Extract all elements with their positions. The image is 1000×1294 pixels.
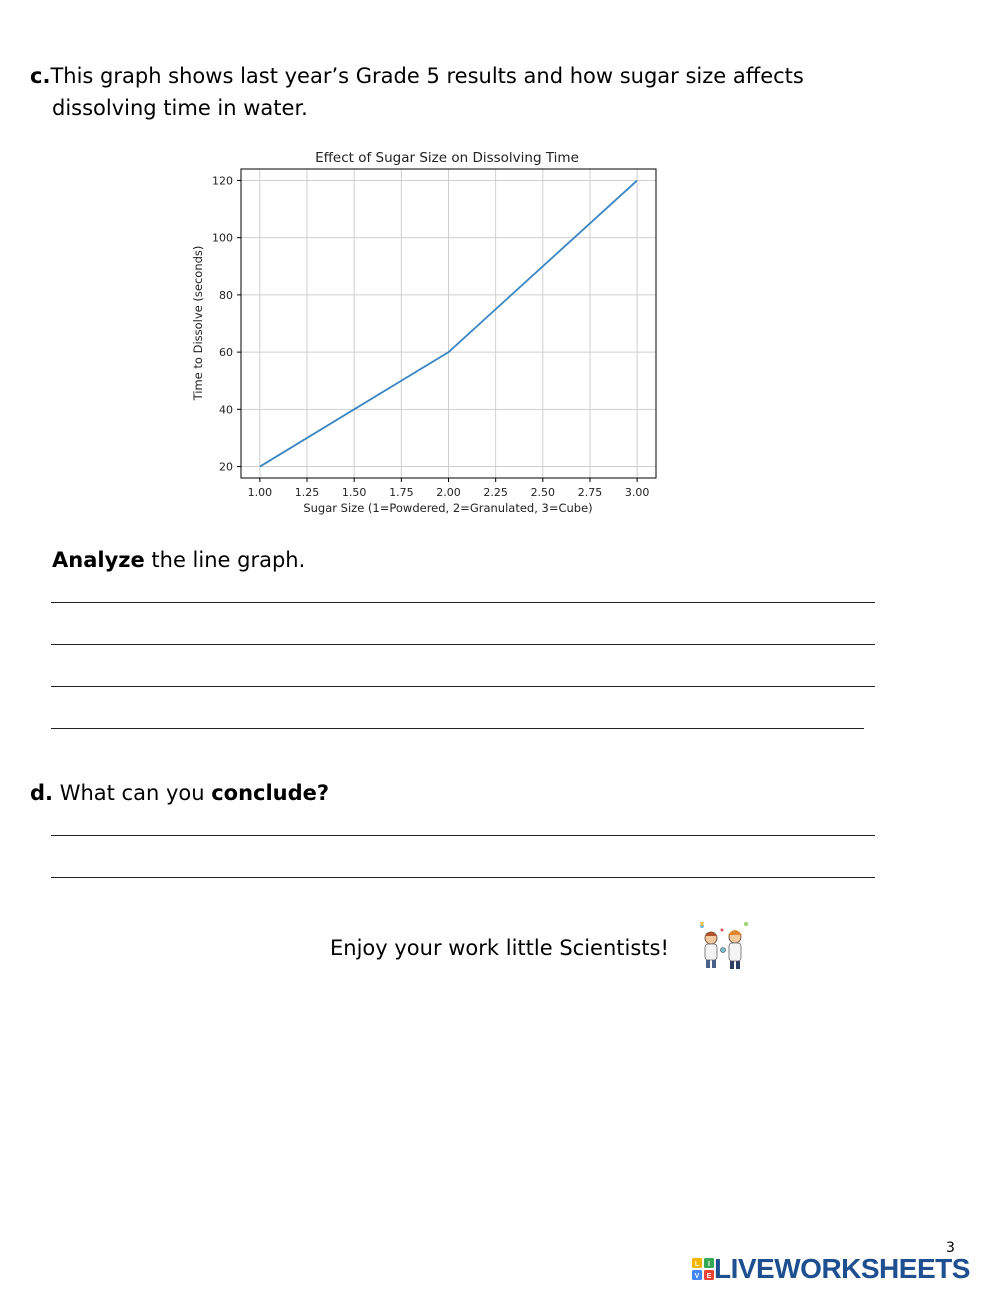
chart-title: Effect of Sugar Size on Dissolving Time — [315, 150, 579, 166]
line-chart-svg — [180, 140, 680, 525]
svg-text:E: E — [706, 1273, 712, 1280]
y-tick-label: 120 — [212, 174, 233, 188]
answer-line-c-3[interactable] — [51, 686, 875, 687]
x-tick-label: 2.25 — [483, 486, 508, 499]
answer-line-d-1[interactable] — [51, 835, 875, 836]
question-c-text — [30, 60, 910, 92]
answer-line-c-2[interactable] — [51, 644, 875, 645]
line-chart — [180, 140, 680, 525]
chart-grid — [241, 169, 656, 478]
y-tick-label: 40 — [219, 403, 233, 417]
answer-line-d-2[interactable] — [51, 877, 875, 878]
question-c-line1: This graph shows last year’s Grade 5 results and how sugar size affects — [50, 64, 804, 88]
x-axis-label: Sugar Size (1=Powdered, 2=Granulated, 3=Cube) — [303, 501, 593, 515]
analyze-rest: the line graph. — [144, 548, 306, 572]
x-tick-label: 2.50 — [530, 486, 556, 499]
analyze-bold: Analyze — [52, 548, 145, 572]
question-c-line2: dissolving time in water. — [52, 96, 308, 120]
question-d-label: d. — [30, 781, 54, 805]
y-tick-label: 80 — [219, 288, 233, 302]
x-axis-ticks — [248, 478, 650, 499]
svg-text:L: L — [694, 1261, 700, 1268]
page-number: 3 — [946, 1240, 955, 1256]
y-tick-label: 100 — [212, 231, 233, 245]
y-tick-label: 20 — [219, 460, 233, 474]
answer-line-c-4[interactable] — [51, 728, 864, 729]
y-axis-label: Time to Dissolve (seconds) — [191, 245, 205, 401]
svg-text:V: V — [694, 1273, 700, 1280]
x-tick-label: 2.00 — [436, 486, 461, 499]
closing-text: Enjoy your work little Scientists! — [330, 936, 669, 960]
y-axis-ticks — [212, 174, 241, 473]
answer-line-c-1[interactable] — [51, 602, 875, 603]
question-d-prompt: What can you — [53, 781, 212, 805]
x-tick-label: 1.50 — [341, 486, 367, 499]
question-c-label: c. — [30, 64, 51, 88]
x-tick-label: 1.00 — [247, 486, 273, 499]
scientists-illustration-icon — [695, 918, 753, 974]
question-d-bold: conclude? — [211, 781, 330, 805]
x-tick-label: 3.00 — [624, 486, 650, 499]
liveworksheets-wordmark: LIVEWORKSHEETS — [714, 1253, 970, 1284]
svg-text:I: I — [708, 1261, 710, 1268]
x-tick-label: 1.25 — [294, 486, 320, 499]
analyze-prompt — [52, 544, 305, 576]
x-tick-label: 1.75 — [389, 486, 414, 499]
x-tick-label: 2.75 — [577, 486, 603, 499]
question-d-text — [30, 777, 329, 809]
liveworksheets-logo[interactable] — [692, 1254, 970, 1284]
y-tick-label: 60 — [219, 346, 233, 360]
liveworksheets-mark-icon — [692, 1258, 714, 1280]
